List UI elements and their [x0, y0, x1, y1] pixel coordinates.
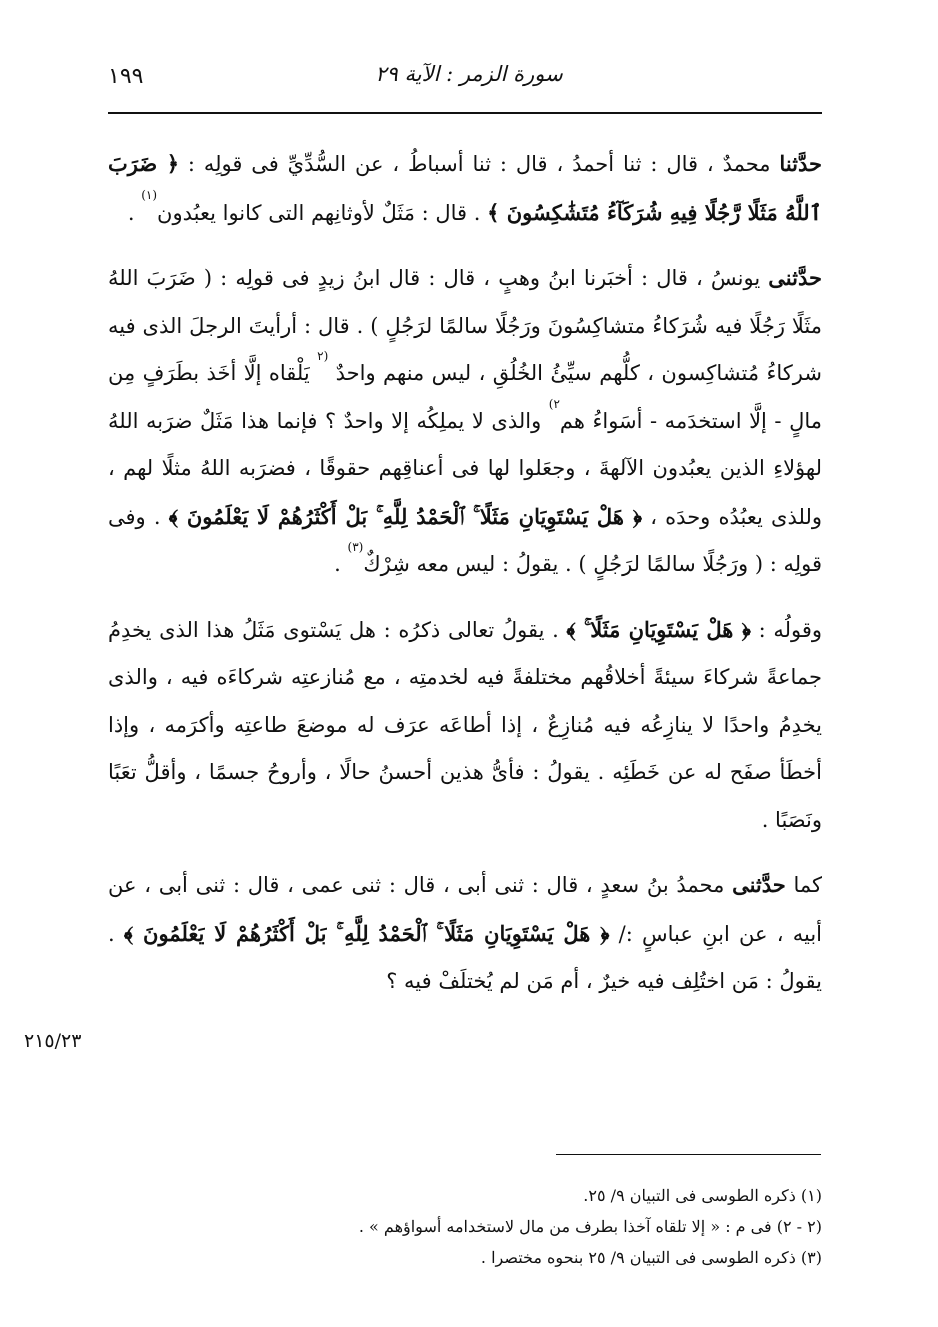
footnote-marker: ٢) — [548, 396, 560, 411]
paragraph-text: . يقولُ : مَن اختُلِف فيه خيرٌ ، أم مَن لم يُختلَفْ فيه ؟ — [108, 921, 822, 993]
paragraph-text: . — [334, 552, 348, 576]
paragraph-4 — [108, 861, 822, 1006]
lead-word: حدَّثنى — [732, 872, 786, 897]
footnote-2: (٢ - ٢) فى م : « إلا تلقاه آخذا بطرف من مال لاستخدامه أسواؤهم » . — [358, 1217, 822, 1236]
lead-word: حدَّثنا — [779, 151, 823, 176]
paragraph-2 — [108, 254, 822, 589]
header-rule — [108, 112, 822, 114]
paragraph-text: يَلْقاه إلَّا أخَذ بطَرَفٍ مِن مالٍ - إلَّا استخدَمه - أسَواءُ هم — [108, 361, 822, 433]
body-text — [108, 140, 822, 1023]
paragraph-text: يونسُ ، قال : أخبَرنا ابنُ وهبٍ ، قال : قال ابنُ زيدٍ فى قولِه : ( ضَرَبَ اللهُ مثَلًا رَجُلًا فيه شُرَكاءُ متشاكِسُونَ ورَجُلًا سالمًا لرَجُلٍ ) . قال : أرأيتَ الرجلَ الذى فيه شركاءُ مُتشاكِسون ، كلُّهم سيِّئُ الخُلُقِ ، ليس منهم واحدٌ — [108, 266, 822, 385]
footnotes — [200, 1180, 822, 1273]
paragraph-text: وقولُه : — [750, 617, 823, 642]
quran-verse: ﴿ هَلْ يَسْتَوِيَانِ مَثَلًا ۚ ٱلْحَمْدُ لِلَّهِ ۚ بَلْ أَكْثَرُهُمْ لَا يَعْلَمُونَ ﴾ — [168, 503, 643, 529]
paragraph-text: . — [127, 200, 142, 225]
paragraph-text: محمدُ بنُ سعدٍ ، قال : ثنى أبى ، قال : ثنى عمى ، قال : ثنى أبى ، عن أبيه ، عن ابنِ عباسٍ :/ — [108, 873, 822, 946]
footnote-1: (١) ذكره الطوسى فى التبيان ٩/ ٢٥. — [583, 1186, 822, 1205]
paragraph-1 — [108, 140, 822, 237]
footnote-marker: (٢ — [317, 349, 329, 363]
footnote-rule — [556, 1154, 821, 1155]
footnote-marker: (١) — [141, 187, 158, 202]
quran-verse: ﴿ ضَرَبَ ٱللَّهُ مَثَلًا رَّجُلًا فِيهِ شُرَكَآءُ مُتَشَٰكِسُونَ ﴾ — [108, 151, 822, 225]
running-title: سورة الزمر : الآية ٢٩ — [375, 62, 563, 86]
paragraph-text: . قال : مَثَلٌ لأوثانِهم التى كانوا يعبُدون — [157, 200, 488, 225]
paragraph-text: كما — [785, 873, 823, 897]
footnote-marker: (٣) — [347, 540, 364, 554]
lead-word: حدَّثنى — [768, 265, 822, 290]
paragraph-text: . يقولُ تعالى ذكرُه : هل يَسْتوى مَثَلُ هذا الذى يخدِمُ جماعةً شركاءَ سيئةً أخلاقُهم مختلفةً فيه لخدمتِه ، مع مُنازعتِه شركاءَه فيه ، والذى يخدِمُ واحدًا لا ينازِعُه فيه مُنازِعٌ ، إذا أطاعَه عرَف له موضعَ طاعتِه وأكرَمه ، وإذا أخطَأ صفَح له عن خَطَئِه . يقولُ : فأىُّ هذين أحسنُ حالًا ، وأروحُ جسمًا ، وأقلُّ تعَبًا ونَصَبًا . — [108, 617, 822, 832]
paragraph-text: . وفى قولِه : ( ورَجُلًا سالمًا لرَجُلٍ ) . يقولُ : ليس معه شِرْكٌ — [108, 504, 822, 576]
quran-verse: ﴿ هَلْ يَسْتَوِيَانِ مَثَلًا ۚ ٱلْحَمْدُ لِلَّهِ ۚ بَلْ أَكْثَرُهُمْ لَا يَعْلَمُونَ ﴾ — [123, 920, 610, 946]
quran-verse: ﴿ هَلْ يَسْتَوِيَانِ مَثَلًا ۚ ﴾ — [566, 616, 751, 642]
margin-reference: ٢١٥/٢٣ — [24, 1030, 82, 1052]
footnote-3: (٣) ذكره الطوسى فى التبيان ٩/ ٢٥ بنحوه مختصرا . — [480, 1248, 822, 1267]
page-number: ١٩٩ — [108, 64, 144, 89]
paragraph-text: محمدٌ ، قال : ثنا أحمدُ ، قال : ثنا أسباطُ ، عن السُّدِّيِّ فى قولِه : — [179, 152, 780, 176]
paragraph-text: والذى لا يملِكُه إلا واحدٌ ؟ فإنما هذا مَثَلٌ ضرَبه اللهُ لهؤلاءِ الذين يعبُدون الآلهةَ ، وجعَلوا لها فى أعناقِهم حقوقًا ، فضرَبه اللهُ مثلًا لهم ، وللذى يعبُدُه وحدَه ، — [108, 408, 822, 529]
paragraph-3 — [108, 606, 822, 845]
